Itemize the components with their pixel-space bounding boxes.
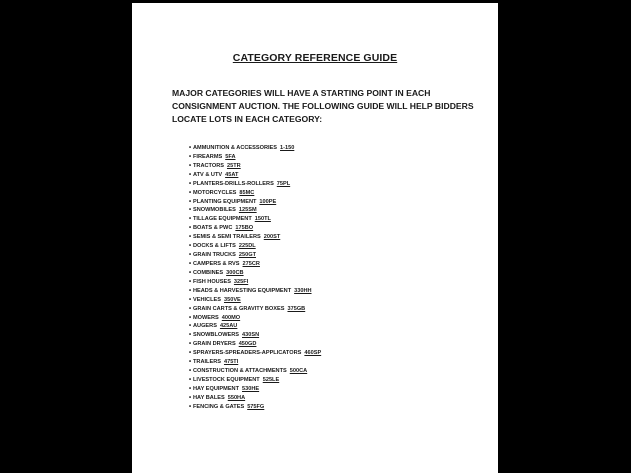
category-item bbox=[189, 403, 321, 412]
lot-start-code: 45AT bbox=[225, 171, 239, 178]
lot-start-code: 450GD bbox=[238, 341, 257, 348]
bullet-icon: • bbox=[189, 243, 192, 250]
lot-start-code: 460SP bbox=[304, 350, 322, 357]
category-item bbox=[189, 385, 321, 394]
lot-start-code: 5FA bbox=[225, 153, 236, 160]
category-item bbox=[189, 162, 321, 171]
lot-start-code: 100PE bbox=[259, 198, 277, 205]
category-name: PLANTING EQUIPMENT bbox=[193, 198, 257, 205]
category-name: TRACTORS bbox=[193, 162, 224, 169]
bullet-icon: • bbox=[189, 207, 192, 214]
bullet-icon: • bbox=[189, 403, 192, 410]
category-name: FIREARMS bbox=[193, 153, 223, 160]
lot-start-code: 350VE bbox=[223, 296, 241, 303]
bullet-icon: • bbox=[189, 234, 192, 241]
bullet-icon: • bbox=[189, 385, 192, 392]
category-name: MOTORCYCLES bbox=[193, 189, 237, 196]
lot-start-code: 330HH bbox=[294, 287, 312, 294]
lot-start-code: 150TL bbox=[254, 216, 271, 223]
bullet-icon: • bbox=[189, 216, 192, 223]
bullet-icon: • bbox=[189, 198, 192, 205]
category-item bbox=[189, 171, 321, 180]
intro-line: CONSIGNMENT AUCTION. THE FOLLOWING GUIDE WILL HELP BIDDERS bbox=[172, 100, 474, 111]
lot-start-code: 525LE bbox=[262, 376, 280, 383]
category-name: SNOWBLOWERS bbox=[193, 332, 239, 339]
category-item bbox=[189, 287, 321, 296]
category-item bbox=[189, 189, 321, 198]
category-name: VEHICLES bbox=[193, 296, 221, 303]
category-name: CAMPERS & RVS bbox=[193, 260, 240, 267]
bullet-icon: • bbox=[189, 394, 192, 401]
category-item bbox=[189, 296, 321, 305]
category-item bbox=[189, 349, 322, 358]
bullet-icon: • bbox=[189, 376, 192, 383]
bullet-icon: • bbox=[189, 145, 192, 151]
lot-start-code: 200ST bbox=[263, 234, 281, 241]
category-name: DOCKS & LIFTS bbox=[193, 243, 236, 250]
intro-line: MAJOR CATEGORIES WILL HAVE A STARTING POINT IN EACH bbox=[172, 88, 431, 98]
bullet-icon: • bbox=[189, 296, 192, 303]
category-name: GRAIN CARTS & GRAVITY BOXES bbox=[193, 305, 285, 312]
lot-start-code: 75PL bbox=[276, 180, 291, 187]
category-name: SNOWMOBILES bbox=[193, 207, 236, 214]
lot-start-code: 375GB bbox=[287, 305, 306, 312]
lot-start-code: 85MC bbox=[239, 189, 255, 196]
category-item bbox=[189, 251, 321, 260]
lot-start-code: 275CR bbox=[242, 260, 260, 267]
category-name: AMMUNITION & ACCESSORIES bbox=[193, 145, 278, 151]
lot-start-code: 25TR bbox=[226, 162, 241, 169]
bullet-icon: • bbox=[189, 162, 192, 169]
category-item bbox=[189, 314, 321, 323]
document-page bbox=[132, 3, 498, 473]
category-item bbox=[189, 206, 321, 215]
lot-start-code: 530HE bbox=[242, 385, 260, 392]
category-name: LIVESTOCK EQUIPMENT bbox=[193, 376, 260, 383]
category-name: PLANTERS-DRILLS-ROLLERS bbox=[193, 180, 274, 187]
lot-start-code: 400MO bbox=[221, 314, 241, 321]
lot-start-code: 325FI bbox=[233, 278, 249, 285]
lot-start-code: 1-150 bbox=[280, 145, 295, 151]
category-item bbox=[189, 260, 321, 269]
category-item bbox=[189, 340, 321, 349]
lot-start-code: 225DL bbox=[238, 243, 256, 250]
bullet-icon: • bbox=[189, 189, 192, 196]
lot-start-code: 475TI bbox=[223, 359, 239, 366]
category-item bbox=[189, 376, 321, 385]
category-name: SEMIS & SEMI TRAILERS bbox=[193, 234, 261, 241]
bullet-icon: • bbox=[189, 323, 192, 330]
bullet-icon: • bbox=[189, 171, 192, 178]
category-item bbox=[189, 305, 321, 314]
lot-start-code: 425AU bbox=[219, 323, 238, 330]
category-item bbox=[189, 367, 321, 376]
category-name: BOATS & PWC bbox=[193, 225, 233, 232]
bullet-icon: • bbox=[189, 278, 192, 285]
category-item bbox=[189, 180, 321, 189]
category-name: GRAIN TRUCKS bbox=[193, 252, 236, 259]
bullet-icon: • bbox=[189, 180, 192, 187]
category-item bbox=[189, 144, 321, 153]
lot-start-code: 430SN bbox=[242, 332, 260, 339]
category-name: TILLAGE EQUIPMENT bbox=[193, 216, 252, 223]
bullet-icon: • bbox=[189, 341, 192, 348]
lot-start-code: 125SM bbox=[238, 207, 257, 214]
category-list bbox=[189, 144, 322, 412]
category-name: COMBINES bbox=[193, 269, 224, 276]
bullet-icon: • bbox=[189, 252, 192, 259]
category-name: HAY EQUIPMENT bbox=[193, 385, 240, 392]
lot-start-code: 500CA bbox=[289, 368, 308, 375]
bullet-icon: • bbox=[189, 225, 192, 232]
category-item bbox=[189, 215, 321, 224]
intro-paragraph bbox=[172, 87, 482, 125]
lot-start-code: 175BO bbox=[235, 225, 254, 232]
category-name: MOWERS bbox=[193, 314, 219, 321]
bullet-icon: • bbox=[189, 314, 192, 321]
category-name: FENCING & GATES bbox=[193, 403, 245, 410]
intro-line: LOCATE LOTS IN EACH CATEGORY: bbox=[172, 113, 323, 124]
category-name: FISH HOUSES bbox=[193, 278, 231, 285]
category-name: GRAIN DRYERS bbox=[193, 341, 236, 348]
bullet-icon: • bbox=[189, 153, 192, 160]
category-item bbox=[189, 278, 321, 287]
lot-start-code: 575FG bbox=[247, 403, 265, 410]
bullet-icon: • bbox=[189, 368, 192, 375]
bullet-icon: • bbox=[189, 260, 192, 267]
bullet-icon: • bbox=[189, 350, 192, 357]
category-name: ATV & UTV bbox=[193, 171, 223, 178]
bullet-icon: • bbox=[189, 359, 192, 366]
bullet-icon: • bbox=[189, 332, 192, 339]
category-item bbox=[189, 394, 321, 403]
category-item bbox=[189, 198, 321, 207]
category-name: SPRAYERS-SPREADERS-APPLICATORS bbox=[193, 350, 302, 357]
category-item bbox=[189, 153, 321, 162]
category-item bbox=[189, 331, 321, 340]
category-name: AUGERS bbox=[193, 323, 217, 330]
category-name: TRAILERS bbox=[193, 359, 221, 366]
document-title: CATEGORY REFERENCE GUIDE bbox=[232, 52, 398, 64]
category-name: HAY BALES bbox=[193, 394, 225, 401]
lot-start-code: 550HA bbox=[227, 394, 246, 401]
lot-start-code: 250GT bbox=[238, 252, 256, 259]
category-item bbox=[189, 322, 321, 331]
category-item bbox=[189, 233, 321, 242]
lot-start-code: 300CB bbox=[226, 269, 244, 276]
bullet-icon: • bbox=[189, 305, 192, 312]
bullet-icon: • bbox=[189, 287, 192, 294]
category-item bbox=[189, 358, 321, 367]
category-name: HEADS & HARVESTING EQUIPMENT bbox=[193, 287, 292, 294]
category-item bbox=[189, 242, 321, 251]
category-item bbox=[189, 224, 321, 233]
bullet-icon: • bbox=[189, 269, 192, 276]
category-name: CONSTRUCTION & ATTACHMENTS bbox=[193, 368, 287, 375]
category-item bbox=[189, 269, 321, 278]
